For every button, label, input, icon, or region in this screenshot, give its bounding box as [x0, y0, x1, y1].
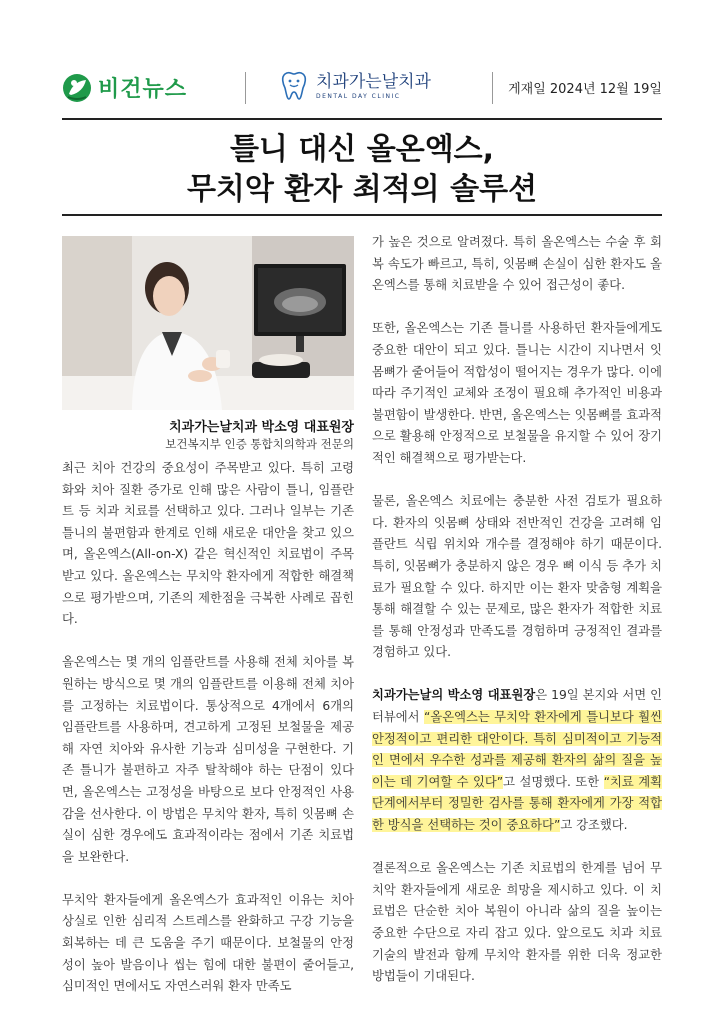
headline: [62, 130, 662, 210]
highlighted-quote: “올온엑스는 무치악 환자에게 틀니보다 훨씬 안정적이고 편리한 대안이다. 특히 심미적이고 기능적인 면에서 우수한 성과를 제공해 환자의 삶의 질을 높이는 데 기여할 수 있다”: [372, 710, 662, 789]
divider: [492, 72, 493, 104]
masthead: [62, 64, 662, 112]
paragraph: 물론, 올온엑스 치료에는 충분한 사전 검토가 필요하다. 환자의 잇몸뼈 상태와 전반적인 건강을 고려해 임플란트 식립 위치와 개수를 결정해야 하기 때문이다. 특히, 잇몸뼈가 충분하지 않은 경우 뼈 이식 등 추가 치료가 필요할 수 있다. 하지만 이는 환자 맞춤형 계획을 통해 해결할 수 있는 문제로, 많은 환자가 적합한 치료를 통해 안정성과 만족도를 경험하며 긍정적인 결과를 경험하고 있다.: [372, 494, 662, 660]
text-run: 고 설명했다. 또한: [503, 774, 604, 789]
headline-line-1: 틀니 대신 올온엑스,: [229, 132, 495, 167]
photo-caption-name: 치과가는날치과 박소영 대표원장: [169, 420, 354, 435]
vegan-news-logo[interactable]: [62, 72, 187, 103]
brand-name: 비건뉴스: [98, 77, 188, 102]
interview-paragraph: [372, 685, 662, 836]
paragraph: 결론적으로 올온엑스는 기존 치료법의 한계를 넘어 무치악 환자들에게 새로운 희망을 제시하고 있다. 이 치료법은 단순한 치아 복원이 아니라 삶의 질을 높이는 중요한 수단으로 자리 잡고 있다. 앞으로도 치과 치료 기술의 발전과 함께 무치악 환자를 위한 더욱 정교한 방법들이 기대된다.: [372, 861, 662, 984]
divider: [245, 72, 246, 104]
headline-line-2: 무치악 환자 최적의 솔루션: [186, 172, 538, 207]
clinic-name-en: DENTAL DAY CLINIC: [316, 92, 401, 100]
clinic-name: 치과가는날치과: [316, 71, 431, 92]
text-run: 고 강조했다.: [560, 818, 628, 833]
clinic-logo[interactable]: [280, 70, 431, 102]
bottom-rule: [62, 214, 662, 216]
paragraph: 또한, 올온엑스는 기존 틀니를 사용하던 환자들에게도 중요한 대안이 되고 있다. 틀니는 시간이 지나면서 잇몸뼈가 줄어들어 적합성이 떨어지는 경우가 많다. 이에 따라 주기적인 교체와 조정이 필요해 추가적인 비용과 불편함이 발생한다. 반면, 올온엑스는 잇몸뼈를 효과적으로 활용해 안정적으로 보철물을 유지할 수 있어 장기적인 해결책으로 평가받는다.: [372, 321, 662, 465]
paragraph: 무치악 환자들에게 올온엑스가 효과적인 이유는 치아 상실로 인한 심리적 스트레스를 완화하고 구강 기능을 회복하는 데 큰 도움을 주기 때문이다. 보철물의 안정성이 높아 발음이나 씹는 힘에 대한 불편이 줄어들고, 심미적인 면에서도 자연스러워 환자 만족도: [62, 892, 354, 994]
highlighted-quote: “치료 계획 단계에서부터 정밀한 검사를 통해 환자에게 가장 적합한 방식을 선택하는 것이 중요하다”: [372, 774, 662, 833]
photo-illustration: [62, 236, 354, 410]
interviewee-name: 치과가는날의 박소영 대표원장: [372, 688, 536, 703]
tooth-icon: [280, 70, 308, 102]
photo-caption-title: 보건복지부 인증 통합치의학과 전문의: [165, 437, 354, 451]
paragraph: 가 높은 것으로 알려졌다. 특히 올온엑스는 수술 후 회복 속도가 빠르고, 특히, 잇몸뼈 손실이 심한 환자도 올온엑스를 통해 치료받을 수 있어 접근성이 좋다.: [372, 235, 662, 293]
article-column-left: [62, 458, 354, 998]
publish-date: 게재일 2024년 12월 19일: [508, 82, 662, 97]
paragraph: 최근 치아 건강의 중요성이 주목받고 있다. 특히 고령화와 치아 질환 증가로 인해 많은 사람이 틀니, 임플란트 등 치과 치료를 선택하고 있다. 그러나 일부는 기존 틀니의 불편함과 한계로 인해 새로운 대안을 찾고 있으며, 올온엑스(All-on-X) 같은 혁신적인 치료법이 주목받고 있다. 올온엑스는 무치악 환자에게 적합한 해결책으로 평가받으며, 기존의 제한점을 극복한 사례로 꼽힌다.: [62, 461, 354, 627]
text-run: 은 19일 본지와 서면 인터뷰에서: [372, 688, 662, 725]
leaf-person-icon: [62, 73, 92, 103]
paragraph: 올온엑스는 몇 개의 임플란트를 사용해 전체 치아를 복원하는 방식으로 몇 개의 임플란트를 이용해 전체 치아를 고정하는 치료법이다. 통상적으로 4개에서 6개의 임플란트를 사용하며, 견고하게 고정된 보철물을 제공해 자연 치아와 유사한 기능과 심미성을 구현한다. 기존 틀니가 불편하고 자주 탈착해야 하는 단점이 있다면, 올온엑스는 고정성을 바탕으로 보다 안정적인 사용감을 선사한다. 이 방법은 무치악 환자, 특히 잇몸뼈 손실이 심한 경우에도 효과적이라는 점에서 기존 치료법을 보완한다.: [62, 655, 354, 864]
top-rule: [62, 118, 662, 120]
article-column-right: [372, 232, 662, 988]
director-photo: [62, 236, 354, 410]
